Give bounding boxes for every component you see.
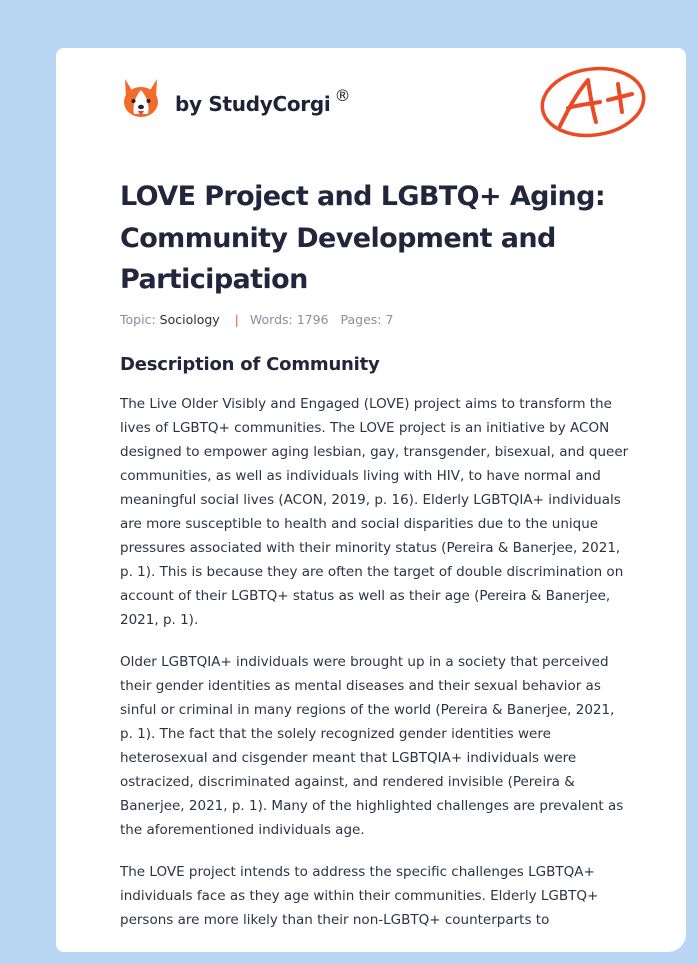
text-line: designed to empower aging lesbian, gay, transgender, bisexual, and queer <box>120 444 629 460</box>
document-body <box>120 392 640 950</box>
text-line: Banerjee, 2021, p. 1). Many of the highlighted challenges are prevalent as <box>120 798 624 814</box>
paragraph <box>120 392 640 632</box>
document-card <box>56 48 686 952</box>
text-line: ostracized, discriminated against, and rendered invisible (Pereira & <box>120 774 575 790</box>
text-line: persons are more likely than their non-LGBTQ+ counterparts to <box>120 912 550 928</box>
registered-mark: ® <box>334 86 351 105</box>
text-line: heterosexual and cisgender meant that LGBTQIA+ individuals were <box>120 750 577 766</box>
text-line: their gender identities as mental diseases and their sexual behavior as <box>120 678 601 694</box>
words-label: Words: <box>249 312 293 327</box>
text-line: communities, as well as individuals living with HIV, to have normal and <box>120 468 601 484</box>
document-title: LOVE Project and LGBTQ+ Aging: Community Development and Participation <box>120 181 606 295</box>
topic-link[interactable]: Sociology <box>159 312 220 327</box>
text-line: 2021, p. 1). <box>120 612 199 628</box>
paragraph <box>120 860 640 932</box>
text-line: The LOVE project intends to address the specific challenges LGBTQA+ <box>120 864 595 880</box>
text-line: individuals face as they age within their communities. Elderly LGBTQ+ <box>120 888 599 904</box>
pages-label: Pages: <box>340 312 382 327</box>
text-line: Older LGBTQIA+ individuals were brought up in a society that perceived <box>120 654 609 670</box>
text-line: account of their LGBTQ+ status as well as their age (Pereira & Banerjee, <box>120 588 611 604</box>
text-line: The Live Older Visibly and Engaged (LOVE) project aims to transform the <box>120 396 612 412</box>
corgi-icon <box>122 76 160 120</box>
brand-text: by StudyCorgi <box>175 92 331 116</box>
a-plus-icon <box>538 60 648 140</box>
paragraph <box>120 650 640 842</box>
text-line: p. 1). The fact that the solely recognized gender identities were <box>120 726 551 742</box>
topic-label: Topic: <box>120 312 156 327</box>
document-meta <box>120 312 393 327</box>
text-line: meaningful social lives (ACON, 2019, p. 16). Elderly LGBTQIA+ individuals <box>120 492 621 508</box>
text-line: the aforementioned individuals age. <box>120 822 365 838</box>
brand-name <box>175 86 351 116</box>
text-line: lives of LGBTQ+ communities. The LOVE project is an initiative by ACON <box>120 420 610 436</box>
text-line: pressures associated with their minority status (Pereira & Banerjee, 2021, <box>120 540 621 556</box>
pages-count: 7 <box>385 312 394 327</box>
studycorgi-logo[interactable] <box>122 76 350 120</box>
meta-separator: | <box>234 312 239 327</box>
section-heading: Description of Community <box>120 354 380 375</box>
text-line: are more susceptible to health and social disparities due to the unique <box>120 516 599 532</box>
words-count: 1796 <box>296 312 329 327</box>
text-line: p. 1). This is because they are often the target of double discrimination on <box>120 564 624 580</box>
text-line: sinful or criminal in many regions of the world (Pereira & Banerjee, 2021, <box>120 702 615 718</box>
